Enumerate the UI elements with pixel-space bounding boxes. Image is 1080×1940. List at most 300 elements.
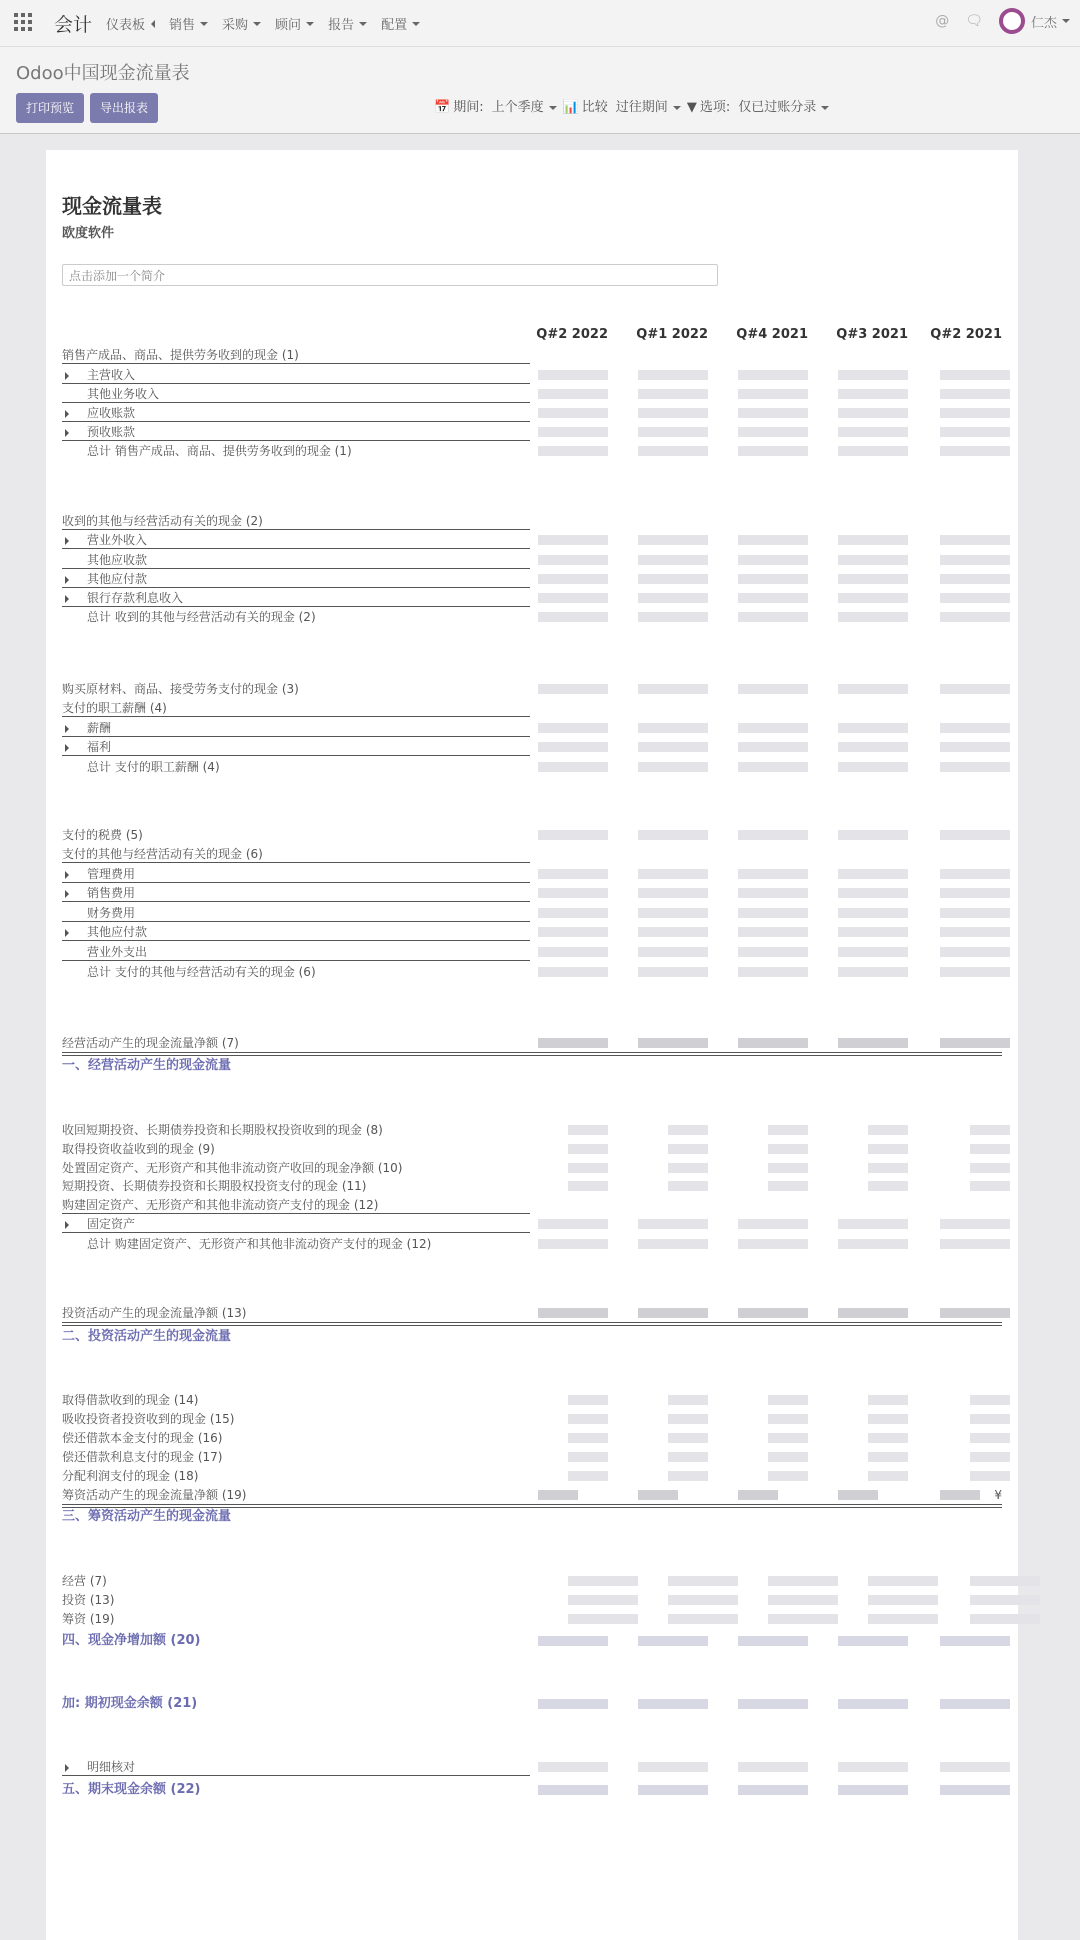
row-divider — [62, 882, 530, 883]
expandable-row[interactable] — [62, 719, 1002, 737]
blurred-amount — [970, 1471, 1010, 1481]
blurred-amount — [868, 1614, 938, 1624]
blurred-amount — [538, 888, 608, 898]
expandable-row[interactable] — [62, 884, 1002, 902]
row-divider — [62, 421, 530, 422]
blurred-amount — [768, 1395, 808, 1405]
chat-icon[interactable]: 🗨 — [965, 13, 983, 29]
caret-right-icon[interactable] — [65, 1221, 69, 1229]
blurred-amount — [940, 612, 1010, 622]
expandable-row[interactable] — [62, 923, 1002, 941]
apps-grid-icon[interactable] — [14, 13, 32, 31]
export-report-button[interactable]: 导出报表 — [90, 93, 158, 123]
expandable-row[interactable] — [62, 531, 1002, 549]
row-label: 财务费用 — [87, 906, 136, 920]
filter-icon: ▼ — [686, 100, 697, 115]
expandable-row[interactable] — [62, 404, 1002, 422]
blurred-amount — [638, 1308, 708, 1318]
blurred-amount — [638, 723, 708, 733]
row-label: 处置固定资产、无形资产和其他非流动资产收回的现金净额 (10) — [62, 1161, 403, 1175]
caret-down-icon — [821, 106, 829, 110]
blurred-amount — [970, 1125, 1010, 1135]
row-label: 其他应收款 — [87, 553, 148, 567]
row-label: 筹资 (19) — [62, 1612, 115, 1626]
blurred-amount — [868, 1414, 908, 1424]
menu-purchase[interactable] — [222, 14, 261, 33]
blurred-amount — [768, 1576, 838, 1586]
section-total: 一、经营活动产生的现金流量 — [62, 1058, 232, 1073]
section-total: 二、投资活动产生的现金流量 — [62, 1329, 232, 1344]
blurred-amount — [940, 947, 1010, 957]
blurred-amount — [970, 1181, 1010, 1191]
options-filter[interactable] — [687, 93, 829, 123]
options-value: 仅已过账分录 — [738, 100, 817, 115]
blurred-amount — [638, 1699, 708, 1709]
row-divider — [62, 901, 530, 902]
blurred-amount — [940, 1308, 1010, 1318]
blurred-amount — [568, 1614, 638, 1624]
blurred-amount — [738, 1490, 778, 1500]
period-filter[interactable] — [434, 93, 557, 123]
blurred-amount — [538, 1490, 578, 1500]
blurred-amount — [970, 1395, 1010, 1405]
blurred-amount — [668, 1576, 738, 1586]
blurred-amount — [738, 908, 808, 918]
report-row — [62, 1448, 1002, 1466]
blurred-amount — [970, 1414, 1010, 1424]
caret-right-icon[interactable] — [65, 929, 69, 937]
double-rule — [62, 1052, 1002, 1056]
blurred-amount — [738, 1038, 808, 1048]
caret-right-icon[interactable] — [65, 595, 69, 603]
row-divider — [62, 716, 530, 717]
blurred-amount — [538, 1308, 608, 1318]
expandable-row[interactable] — [62, 570, 1002, 588]
compare-value: 过往期间 — [615, 100, 668, 115]
blurred-amount — [538, 555, 608, 565]
row-divider — [62, 529, 530, 530]
blurred-amount — [668, 1614, 738, 1624]
breadcrumb: Odoo中国现金流量表 — [16, 63, 190, 84]
blurred-amount — [768, 1471, 808, 1481]
row-label: 总计 销售产成品、商品、提供劳务收到的现金 (1) — [87, 444, 352, 458]
blurred-amount — [940, 1038, 1010, 1048]
mention-icon[interactable]: @ — [935, 13, 950, 29]
blurred-amount — [738, 427, 808, 437]
app-brand[interactable]: 会计 — [54, 14, 93, 36]
blurred-amount — [538, 927, 608, 937]
row-divider — [62, 1213, 530, 1214]
blurred-amount — [638, 684, 708, 694]
blurred-amount — [668, 1144, 708, 1154]
blurred-amount — [538, 574, 608, 584]
row-label: 总计 支付的职工薪酬 (4) — [87, 760, 220, 774]
blurred-amount — [668, 1452, 708, 1462]
blurred-amount — [738, 684, 808, 694]
row-label: 薪酬 — [87, 721, 112, 735]
row-label: 总计 购建固定资产、无形资产和其他非流动资产支付的现金 (12) — [87, 1237, 432, 1251]
blurred-amount — [868, 1471, 908, 1481]
blurred-amount — [970, 1144, 1010, 1154]
column-header: Q#3 2021 — [836, 327, 908, 342]
row-divider — [62, 940, 530, 941]
report-row — [62, 346, 1002, 364]
blurred-amount — [838, 612, 908, 622]
blurred-amount — [738, 1308, 808, 1318]
expandable-row[interactable] — [62, 589, 1002, 607]
row-divider — [62, 921, 530, 922]
blurred-amount — [940, 1762, 1010, 1772]
row-label: 预收账款 — [87, 425, 136, 439]
blurred-amount — [838, 684, 908, 694]
caret-down-icon — [359, 22, 367, 26]
caret-right-icon[interactable] — [65, 410, 69, 418]
blurred-amount — [768, 1181, 808, 1191]
total-row — [62, 442, 1002, 460]
row-label: 银行存款利息收入 — [87, 591, 184, 605]
expandable-row[interactable] — [62, 738, 1002, 756]
avatar[interactable] — [999, 8, 1025, 34]
blurred-amount — [940, 684, 1010, 694]
blurred-amount — [568, 1595, 638, 1605]
report-row — [62, 1159, 1002, 1177]
row-label: 支付的其他与经营活动有关的现金 (6) — [62, 847, 263, 861]
blurred-amount — [738, 723, 808, 733]
row-label: 分配利润支付的现金 (18) — [62, 1469, 199, 1483]
column-header: Q#1 2022 — [636, 327, 708, 342]
report-row — [62, 1572, 1002, 1590]
report-row — [62, 512, 1002, 530]
blurred-amount — [638, 947, 708, 957]
total-row — [62, 758, 1002, 776]
blurred-amount — [638, 446, 708, 456]
expandable-row[interactable] — [62, 423, 1002, 441]
blurred-amount — [638, 1636, 708, 1646]
row-label: 总计 收到的其他与经营活动有关的现金 (2) — [87, 610, 316, 624]
caret-right-icon[interactable] — [65, 1764, 69, 1772]
section-total: 四、现金净增加额 (20) — [62, 1633, 201, 1648]
top-navbar — [0, 0, 1080, 47]
blurred-amount — [838, 1636, 908, 1646]
row-label: 福利 — [87, 740, 112, 754]
report-row — [62, 1610, 1002, 1628]
blurred-amount — [538, 389, 608, 399]
row-divider — [62, 736, 530, 737]
blurred-amount — [768, 1595, 838, 1605]
blurred-amount — [538, 742, 608, 752]
blurred-amount — [940, 742, 1010, 752]
report-row — [62, 943, 1002, 961]
blurred-amount — [768, 1144, 808, 1154]
blurred-amount — [940, 762, 1010, 772]
blurred-amount — [838, 967, 908, 977]
blurred-amount — [940, 370, 1010, 380]
row-label: 支付的职工薪酬 (4) — [62, 701, 167, 715]
menu-dashboard[interactable] — [106, 14, 155, 33]
total-row — [62, 1235, 1002, 1253]
blurred-amount — [838, 1038, 908, 1048]
blurred-amount — [838, 869, 908, 879]
blurred-amount — [568, 1125, 608, 1135]
blurred-amount — [940, 830, 1010, 840]
blurred-amount — [538, 427, 608, 437]
bar-chart-icon: 📊 — [562, 100, 579, 115]
row-label: 取得投资收益收到的现金 (9) — [62, 1142, 215, 1156]
blurred-amount — [538, 1219, 608, 1229]
caret-down-icon — [1062, 19, 1070, 23]
user-menu[interactable] — [1031, 12, 1070, 31]
blurred-amount — [738, 555, 808, 565]
navbar-systray — [935, 8, 1070, 34]
menu-sales[interactable] — [169, 14, 208, 33]
section-total: 加: 期初现金余额 (21) — [62, 1696, 198, 1711]
blurred-amount — [638, 1038, 708, 1048]
blurred-amount — [768, 1614, 838, 1624]
report-row — [62, 1486, 1002, 1504]
row-label: 吸收投资者投资收到的现金 (15) — [62, 1412, 235, 1426]
section-total: 五、期末现金余额 (22) — [62, 1782, 201, 1797]
main-menu — [106, 14, 434, 33]
row-label: 其他应付款 — [87, 572, 148, 586]
blurred-amount — [568, 1181, 608, 1191]
blurred-amount — [838, 389, 908, 399]
blurred-amount — [538, 446, 608, 456]
blurred-amount — [738, 762, 808, 772]
report-filters — [434, 93, 835, 123]
menu-reporting-label: 报告 — [328, 18, 355, 33]
blurred-amount — [838, 762, 908, 772]
blurred-amount — [970, 1614, 1040, 1624]
blurred-amount — [738, 888, 808, 898]
row-divider — [62, 960, 530, 961]
blurred-amount — [668, 1414, 708, 1424]
blurred-amount — [738, 1699, 808, 1709]
blurred-amount — [940, 389, 1010, 399]
report-row — [62, 1410, 1002, 1428]
row-label: 销售产成品、商品、提供劳务收到的现金 (1) — [62, 348, 299, 362]
blurred-amount — [838, 742, 908, 752]
caret-down-icon — [412, 22, 420, 26]
double-rule — [62, 1322, 1002, 1326]
menu-purchase-label: 采购 — [222, 18, 249, 33]
blurred-amount — [940, 908, 1010, 918]
row-label: 总计 支付的其他与经营活动有关的现金 (6) — [87, 965, 316, 979]
blurred-amount — [538, 1762, 608, 1772]
section-total: 三、筹资活动产生的现金流量 — [62, 1509, 232, 1524]
row-label: 其他应付款 — [87, 925, 148, 939]
blurred-amount — [538, 869, 608, 879]
blurred-amount — [638, 908, 708, 918]
blurred-amount — [940, 574, 1010, 584]
blurred-amount — [738, 967, 808, 977]
blurred-amount — [538, 830, 608, 840]
menu-advisor[interactable] — [275, 14, 314, 33]
blurred-amount — [868, 1595, 938, 1605]
menu-dashboard-label: 仪表板 — [106, 18, 146, 33]
blurred-amount — [638, 927, 708, 937]
caret-down-icon — [253, 22, 261, 26]
blurred-amount — [738, 830, 808, 840]
row-divider — [62, 402, 530, 403]
report-row — [62, 551, 1002, 569]
blurred-amount — [940, 1239, 1010, 1249]
row-label: 营业外支出 — [87, 945, 148, 959]
row-label: 经营活动产生的现金流量净额 (7) — [62, 1036, 239, 1050]
row-label: 收回短期投资、长期债券投资和长期股权投资收到的现金 (8) — [62, 1123, 383, 1137]
blurred-amount — [940, 535, 1010, 545]
blurred-amount — [868, 1576, 938, 1586]
blurred-amount — [538, 1239, 608, 1249]
control-panel — [0, 47, 1080, 134]
blurred-amount — [638, 574, 708, 584]
section-values — [62, 1632, 1002, 1650]
blurred-amount — [838, 408, 908, 418]
row-label: 购买原材料、商品、接受劳务支付的现金 (3) — [62, 682, 299, 696]
caret-right-icon[interactable] — [65, 744, 69, 752]
blurred-amount — [638, 830, 708, 840]
expandable-row[interactable] — [62, 1758, 1002, 1776]
blurred-amount — [838, 830, 908, 840]
blurred-amount — [838, 1308, 908, 1318]
blurred-amount — [738, 535, 808, 545]
row-divider — [62, 383, 530, 384]
blurred-amount — [538, 593, 608, 603]
blurred-amount — [738, 612, 808, 622]
blurred-amount — [940, 1490, 980, 1500]
expandable-row[interactable] — [62, 1215, 1002, 1233]
blurred-amount — [940, 927, 1010, 937]
blurred-amount — [538, 1785, 608, 1795]
blurred-amount — [638, 612, 708, 622]
row-label: 管理费用 — [87, 867, 136, 881]
blurred-amount — [970, 1576, 1040, 1586]
row-divider — [62, 862, 530, 863]
blurred-amount — [738, 1219, 808, 1229]
total-row — [62, 608, 1002, 626]
blurred-amount — [538, 1038, 608, 1048]
blurred-amount — [838, 555, 908, 565]
caret-right-icon[interactable] — [65, 372, 69, 380]
currency-symbol: ¥ — [994, 1488, 1002, 1502]
company-name: 欧度软件 — [62, 226, 115, 241]
blurred-amount — [768, 1125, 808, 1135]
row-label: 应收账款 — [87, 406, 136, 420]
blurred-amount — [940, 1785, 1010, 1795]
row-label: 其他业务收入 — [87, 387, 160, 401]
row-label: 偿还借款本金支付的现金 (16) — [62, 1431, 223, 1445]
blurred-amount — [838, 888, 908, 898]
caret-down-icon — [673, 106, 681, 110]
options-label: 选项: — [699, 100, 731, 115]
section-values — [62, 1781, 1002, 1799]
print-preview-button[interactable]: 打印预览 — [16, 93, 84, 123]
row-label: 主营收入 — [87, 368, 136, 382]
blurred-amount — [868, 1144, 908, 1154]
report-row — [62, 385, 1002, 403]
blurred-amount — [538, 535, 608, 545]
blurred-amount — [538, 408, 608, 418]
row-label: 取得借款收到的现金 (14) — [62, 1393, 199, 1407]
blurred-amount — [738, 1785, 808, 1795]
blurred-amount — [638, 389, 708, 399]
blurred-amount — [838, 535, 908, 545]
blurred-amount — [940, 1636, 1010, 1646]
caret-right-icon[interactable] — [65, 429, 69, 437]
user-name: 仁杰 — [1030, 15, 1057, 31]
report-row — [62, 1304, 1002, 1322]
blurred-amount — [838, 446, 908, 456]
caret-right-icon[interactable] — [65, 537, 69, 545]
blurred-amount — [868, 1125, 908, 1135]
blurred-amount — [538, 1699, 608, 1709]
caret-right-icon[interactable] — [65, 576, 69, 584]
blurred-amount — [738, 742, 808, 752]
caret-right-icon[interactable] — [65, 890, 69, 898]
blurred-amount — [738, 408, 808, 418]
row-divider — [62, 548, 530, 549]
row-divider — [62, 1232, 530, 1233]
blurred-amount — [738, 869, 808, 879]
expandable-row[interactable] — [62, 865, 1002, 883]
blurred-amount — [668, 1471, 708, 1481]
blurred-amount — [568, 1144, 608, 1154]
blurred-amount — [538, 1636, 608, 1646]
blurred-amount — [838, 1762, 908, 1772]
report-title: 现金流量表 — [62, 194, 162, 218]
blurred-amount — [940, 1219, 1010, 1229]
blurred-amount — [838, 370, 908, 380]
blurred-amount — [738, 389, 808, 399]
blurred-amount — [668, 1395, 708, 1405]
row-label: 收到的其他与经营活动有关的现金 (2) — [62, 514, 263, 528]
blurred-amount — [838, 1490, 878, 1500]
caret-down-icon — [200, 22, 208, 26]
blurred-amount — [638, 1785, 708, 1795]
report-row — [62, 904, 1002, 922]
menu-configuration[interactable] — [381, 14, 420, 33]
calendar-icon: 📅 — [434, 100, 451, 115]
menu-reporting[interactable] — [328, 14, 367, 33]
blurred-amount — [538, 967, 608, 977]
expandable-row[interactable] — [62, 366, 1002, 384]
blurred-amount — [538, 370, 608, 380]
blurred-amount — [868, 1181, 908, 1191]
blurred-amount — [638, 370, 708, 380]
row-divider — [62, 568, 530, 569]
column-header: Q#4 2021 — [736, 327, 808, 342]
blurred-amount — [768, 1452, 808, 1462]
compare-filter[interactable] — [563, 93, 681, 123]
menu-advisor-label: 顾问 — [275, 18, 302, 33]
row-divider — [62, 440, 530, 441]
blurred-amount — [838, 927, 908, 937]
report-row — [62, 826, 1002, 844]
blurred-amount — [738, 1762, 808, 1772]
summary-input[interactable]: 点击添加一个简介 — [62, 264, 718, 286]
caret-down-icon — [306, 22, 314, 26]
row-label: 固定资产 — [87, 1217, 136, 1231]
caret-right-icon[interactable] — [65, 725, 69, 733]
row-label: 投资活动产生的现金流量净额 (13) — [62, 1306, 247, 1320]
blurred-amount — [568, 1433, 608, 1443]
blurred-amount — [638, 427, 708, 437]
blurred-amount — [668, 1181, 708, 1191]
blurred-amount — [838, 574, 908, 584]
row-divider — [62, 755, 530, 756]
caret-right-icon[interactable] — [65, 871, 69, 879]
blurred-amount — [638, 967, 708, 977]
caret-left-icon — [151, 20, 155, 28]
